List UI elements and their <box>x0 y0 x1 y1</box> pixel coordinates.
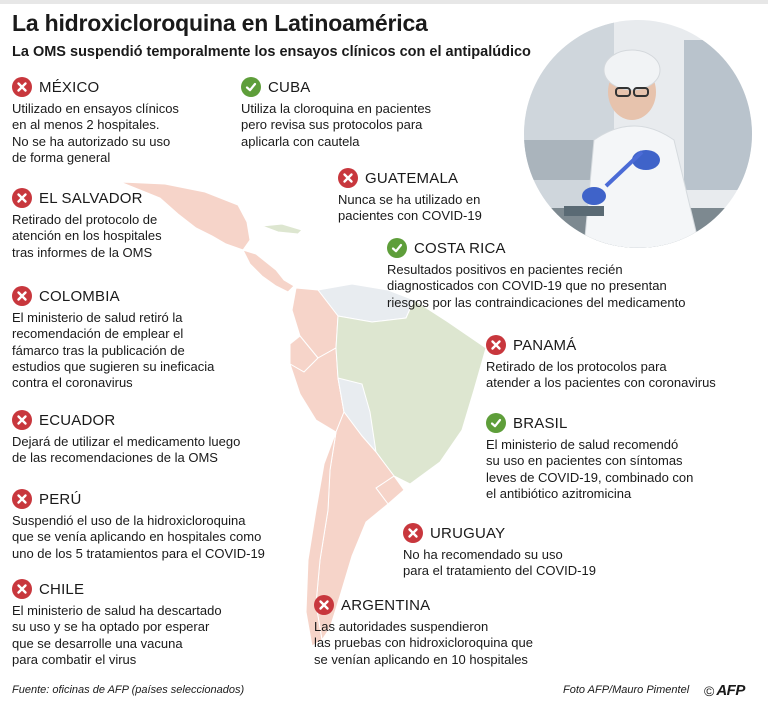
country-name: URUGUAY <box>430 524 506 542</box>
cross-icon <box>12 286 32 306</box>
country-description: Utiliza la cloroquina en pacientes pero revisa sus protocolos para aplicarla con cautela <box>241 101 432 149</box>
cross-icon <box>12 489 32 509</box>
country-guatemala <box>338 167 482 225</box>
country-brasil <box>486 412 693 502</box>
cross-icon <box>12 579 32 599</box>
country-description: Nunca se ha utilizado en pacientes con COVID-19 <box>338 192 482 224</box>
country-description: El ministerio de salud recomendó su uso en pacientes con síntomas leves de COVID-19, combinado con el antibiótico azitromicina <box>486 437 694 501</box>
map-central-america <box>243 250 294 292</box>
country-name: MÉXICO <box>39 78 100 96</box>
country-chile <box>12 578 222 668</box>
page-title: La hidroxicloroquina en Latinoamérica <box>12 10 428 36</box>
country-name: ECUADOR <box>39 411 116 429</box>
country-description: Retirado del protocolo de atención en los hospitales tras informes de la OMS <box>12 212 162 260</box>
country-name: ARGENTINA <box>341 596 431 614</box>
country-colombia <box>12 285 214 391</box>
country-description: Suspendió el uso de la hidroxicloroquina que se venía aplicando en hospitales como uno de los 5 tratamientos para el COVID-19 <box>12 513 265 561</box>
cross-icon <box>403 523 423 543</box>
country-panama <box>486 334 716 392</box>
page-subtitle: La OMS suspendió temporalmente los ensayos clínicos con el antipalúdico <box>12 44 531 60</box>
cross-icon <box>12 410 32 430</box>
country-mexico <box>12 76 179 166</box>
country-name: BRASIL <box>513 414 568 432</box>
country-ecuador <box>12 409 240 467</box>
country-description: Retirado de los protocolos para atender a los pacientes con coronavirus <box>486 359 716 391</box>
country-cuba <box>241 76 431 150</box>
country-name: CUBA <box>268 78 311 96</box>
cross-icon <box>314 595 334 615</box>
check-icon <box>486 413 506 433</box>
cross-icon <box>338 168 358 188</box>
country-description: No ha recomendado su uso para el tratamiento del COVID-19 <box>403 547 596 579</box>
afp-logo <box>704 682 745 699</box>
cross-icon <box>12 188 32 208</box>
country-description: El ministerio de salud ha descartado su uso y se ha optado por esperar que se desarrolle una vacuna para combatir el virus <box>12 603 222 667</box>
country-name: EL SALVADOR <box>39 189 143 207</box>
country-description: Las autoridades suspendieron las pruebas con hidroxicloroquina que se venían aplicando en 10 hospitales <box>314 619 533 667</box>
country-name: PERÚ <box>39 490 82 508</box>
copyright-symbol: © <box>704 682 715 699</box>
country-name: CHILE <box>39 580 85 598</box>
country-description: Resultados positivos en pacientes recién diagnosticados con COVID-19 que no presentan riesgos por las contraindicaciones del medicamento <box>387 262 686 310</box>
lab-researcher-photo <box>524 20 752 248</box>
country-uruguay <box>403 522 596 580</box>
afp-wordmark: AFP <box>716 682 745 699</box>
country-name: GUATEMALA <box>365 169 459 187</box>
country-description: El ministerio de salud retiró la recomendación de emplear el fámarco tras la publicación de estudios que sugieren su ineficacia contra el coronavirus <box>12 310 215 391</box>
source-note: Fuente: oficinas de AFP (países seleccionados) <box>12 684 245 696</box>
country-costa-rica <box>387 237 685 311</box>
map-cuba <box>262 224 302 234</box>
cross-icon <box>12 77 32 97</box>
country-name: PANAMÁ <box>513 336 577 354</box>
check-icon <box>387 238 407 258</box>
country-name: COLOMBIA <box>39 287 120 305</box>
country-name: COSTA RICA <box>414 239 506 257</box>
country-el-salvador <box>12 187 162 261</box>
cross-icon <box>486 335 506 355</box>
country-description: Dejará de utilizar el medicamento luego de las recomendaciones de la OMS <box>12 434 241 466</box>
country-description: Utilizado en ensayos clínicos en al menos 2 hospitales. No se ha autorizado su uso de forma general <box>12 101 179 165</box>
photo-credit: Foto AFP/Mauro Pimentel <box>563 684 690 696</box>
country-peru <box>12 488 265 562</box>
country-argentina <box>314 594 533 668</box>
check-icon <box>241 77 261 97</box>
